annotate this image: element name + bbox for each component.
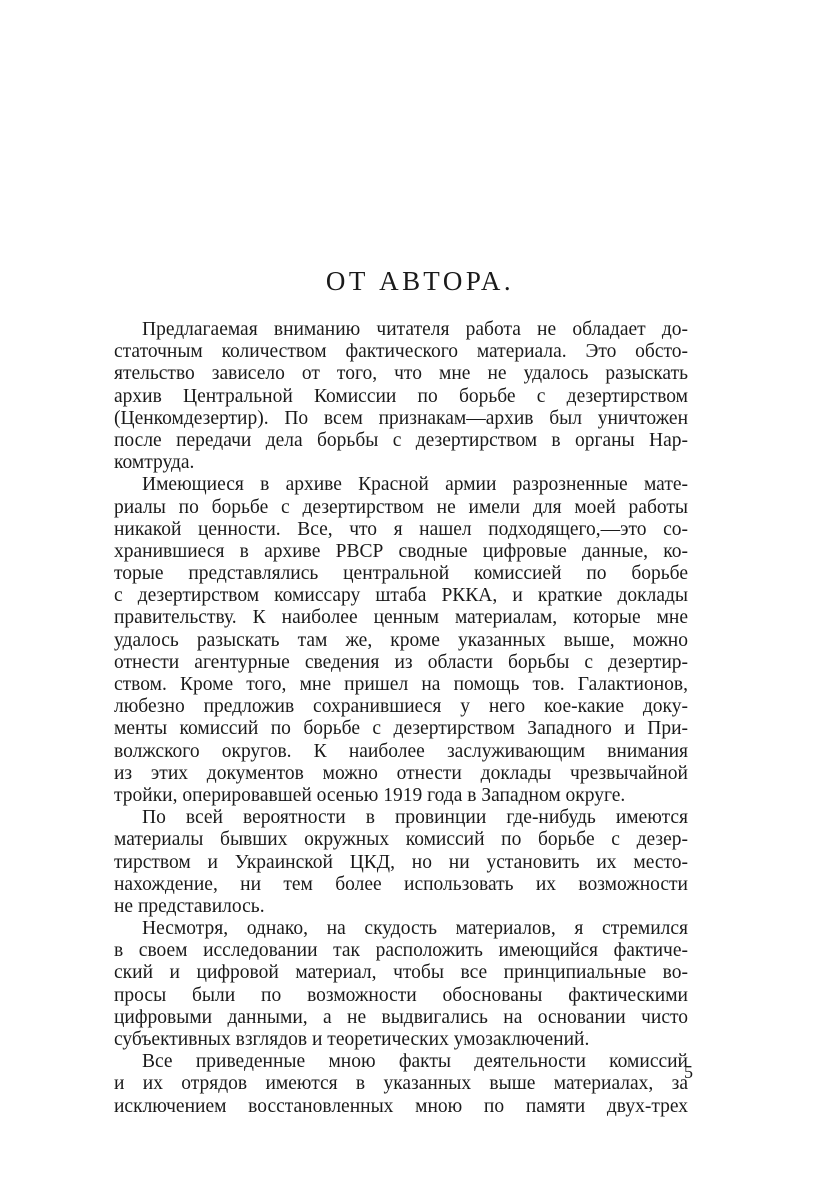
text-line: торые представлялись центральной комиссией по борьбе bbox=[114, 563, 688, 585]
text-line: Имеющиеся в архиве Красной армии разрозненные мате- bbox=[142, 474, 688, 496]
text-line: цифровыми данными, а не выдвигались на основании чисто bbox=[114, 1006, 688, 1028]
text-line: удалось разыскать там же, кроме указанных выше, можно bbox=[114, 629, 688, 651]
text-line: риалы по борьбе с дезертирством не имели для моей работы bbox=[114, 496, 688, 518]
text-line: тройки, оперировавшей осенью 1919 года в Западном округе. bbox=[114, 784, 626, 806]
text-line: отнести агентурные сведения из области борьбы с дезертир- bbox=[114, 651, 688, 673]
page-number: 5 bbox=[684, 1062, 693, 1082]
text-line: По всей вероятности в провинции где-нибудь имеются bbox=[142, 807, 688, 829]
text-line: правительству. К наиболее ценным материалам, которые мне bbox=[114, 607, 688, 629]
paragraph bbox=[114, 918, 688, 1051]
text-line: после передачи дела борьбы с дезертирством в органы Нар- bbox=[114, 429, 688, 451]
text-line: (Ценкомдезертир). По всем признакам—архив был уничтожен bbox=[114, 407, 688, 429]
text-line: тирством и Украинской ЦКД, но ни установить их место- bbox=[114, 851, 688, 873]
text-line: ством. Кроме того, мне пришел на помощь тов. Галактионов, bbox=[114, 674, 688, 695]
text-line: материалы бывших окружных комиссий по борьбе с дезер- bbox=[114, 829, 688, 851]
text-line: Все приведенные мною факты деятельности комиссий bbox=[142, 1051, 688, 1073]
text-line: ский и цифровой материал, чтобы все принципиальные во- bbox=[114, 962, 688, 984]
text-line: с дезертирством комиссару штаба РККА, и краткие доклады bbox=[114, 585, 688, 607]
text-line: Предлагаемая вниманию читателя работа не обладает до- bbox=[142, 319, 688, 340]
text-line: не представилось. bbox=[114, 895, 265, 917]
text-line: статочным количеством фактического материала. Это обсто- bbox=[114, 341, 688, 363]
text-line: в своем исследовании так расположить имеющийся фактиче- bbox=[114, 940, 688, 962]
text-line: субъективных взглядов и теоретических умозаключений. bbox=[114, 1029, 590, 1050]
text-line: архив Центральной Комиссии по борьбе с дезертирством bbox=[114, 385, 688, 407]
paragraph bbox=[114, 807, 688, 918]
text-line: просы были по возможности обоснованы фактическими bbox=[114, 984, 688, 1006]
text-line: и их отрядов имеются в указанных выше материалах, за bbox=[114, 1073, 688, 1095]
text-line: хранившиеся в архиве РВСР сводные цифровые данные, ко- bbox=[114, 540, 688, 562]
text-line: из этих документов можно отнести доклады чрезвычайной bbox=[114, 762, 688, 784]
text-line: ятельство зависело от того, что мне не удалось разыскать bbox=[114, 363, 688, 385]
text-line: любезно предложив сохранившиеся у него кое-какие доку- bbox=[114, 696, 688, 718]
text-line: нахождение, ни тем более использовать их возможности bbox=[114, 873, 688, 895]
body-text bbox=[114, 319, 688, 1118]
page-title: ОТ АВТОРА. bbox=[325, 266, 515, 296]
paragraph bbox=[114, 1051, 688, 1118]
text-line: Несмотря, однако, на скудость материалов, я стремился bbox=[142, 918, 688, 940]
text-line: волжского округов. К наиболее заслуживающим внимания bbox=[114, 740, 688, 762]
paragraph bbox=[114, 474, 688, 807]
paragraph bbox=[114, 319, 688, 474]
text-line: никакой ценности. Все, что я нашел подходящего,—это со- bbox=[114, 518, 688, 540]
text-line: исключением восстановленных мною по памяти двух-трех bbox=[114, 1095, 688, 1117]
text-line: комтруда. bbox=[114, 452, 195, 474]
text-line: менты комиссий по борьбе с дезертирством Западного и При- bbox=[114, 718, 688, 740]
